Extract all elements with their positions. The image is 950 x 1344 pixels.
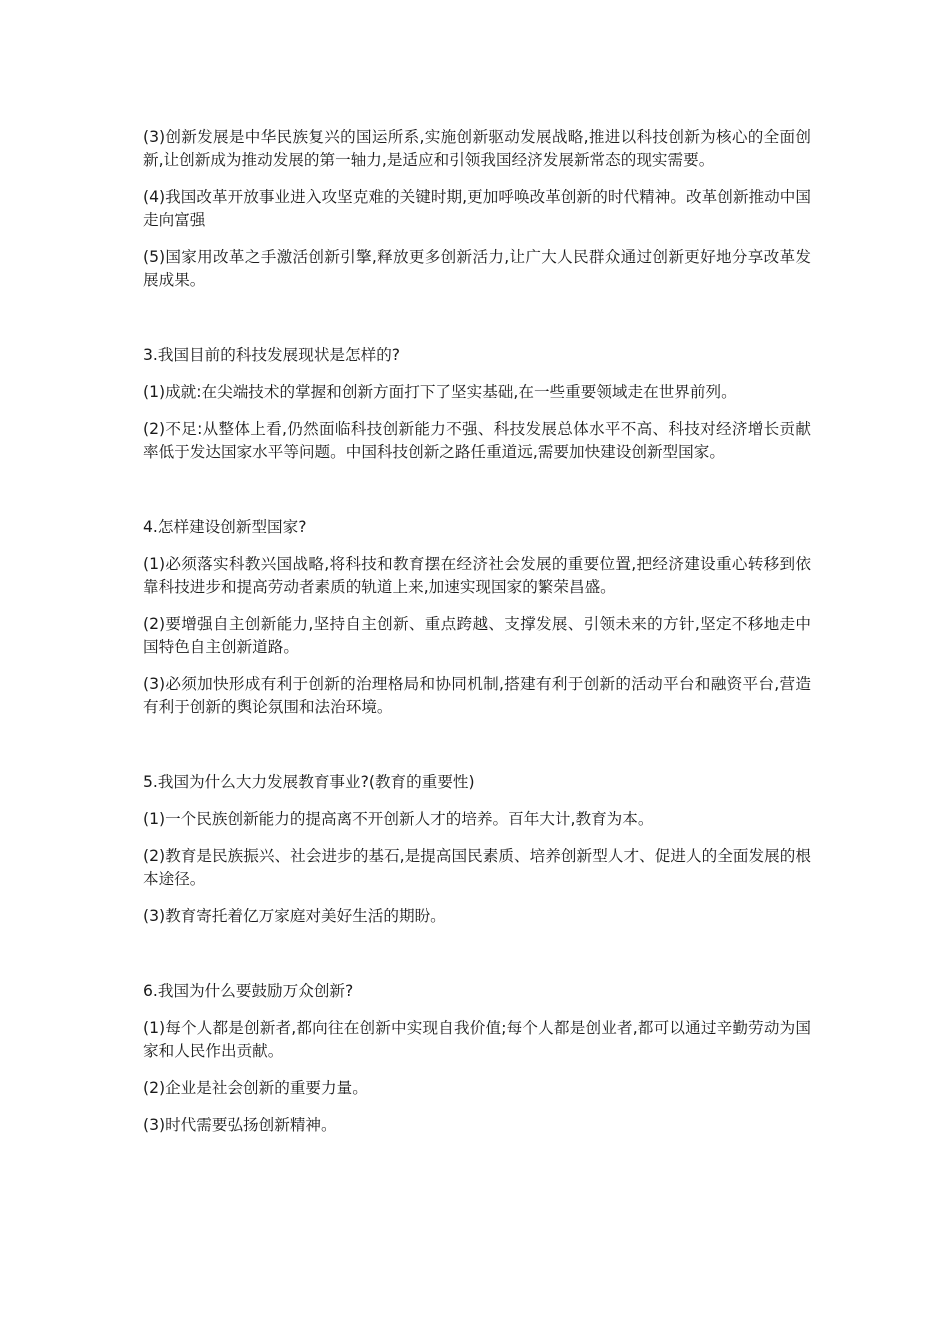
paragraph: (1)每个人都是创新者,都向往在创新中实现自我价值;每个人都是创业者,都可以通过辛勤劳动为国家和人民作出贡献。 bbox=[143, 1019, 811, 1060]
section-heading: 5.我国为什么大力发展教育事业?(教育的重要性) bbox=[143, 773, 475, 791]
document-page bbox=[143, 126, 811, 1137]
paragraph: (2)不足:从整体上看,仍然面临科技创新能力不强、科技发展总体水平不高、科技对经济增长贡献率低于发达国家水平等问题。中国科技创新之路任重道远,需要加快建设创新型国家。 bbox=[143, 420, 811, 461]
section-6 bbox=[143, 980, 811, 1137]
section-5 bbox=[143, 771, 811, 928]
paragraph: (3)教育寄托着亿万家庭对美好生活的期盼。 bbox=[143, 907, 446, 925]
section-intro bbox=[143, 126, 811, 292]
paragraph: (3)时代需要弘扬创新精神。 bbox=[143, 1116, 337, 1134]
paragraph: (4)我国改革开放事业进入攻坚克难的关键时期,更加呼唤改革创新的时代精神。改革创新推动中国走向富强 bbox=[143, 188, 811, 229]
paragraph: (3)必须加快形成有利于创新的治理格局和协同机制,搭建有利于创新的活动平台和融资平台,营造有利于创新的舆论氛围和法治环境。 bbox=[143, 675, 811, 716]
paragraph: (2)要增强自主创新能力,坚持自主创新、重点跨越、支撑发展、引领未来的方针,坚定不移地走中国特色自主创新道路。 bbox=[143, 615, 811, 656]
section-heading: 6.我国为什么要鼓励万众创新? bbox=[143, 982, 354, 1000]
paragraph: (1)成就:在尖端技术的掌握和创新方面打下了坚实基础,在一些重要领域走在世界前列。 bbox=[143, 383, 737, 401]
paragraph: (2)教育是民族振兴、社会进步的基石,是提高国民素质、培养创新型人才、促进人的全面发展的根本途径。 bbox=[143, 847, 811, 888]
section-4 bbox=[143, 516, 811, 719]
paragraph: (2)企业是社会创新的重要力量。 bbox=[143, 1079, 368, 1097]
paragraph: (5)国家用改革之手激活创新引擎,释放更多创新活力,让广大人民群众通过创新更好地分享改革发展成果。 bbox=[143, 248, 811, 289]
paragraph: (1)必须落实科教兴国战略,将科技和教育摆在经济社会发展的重要位置,把经济建设重心转移到依靠科技进步和提高劳动者素质的轨道上来,加速实现国家的繁荣昌盛。 bbox=[143, 555, 811, 596]
paragraph: (1)一个民族创新能力的提高离不开创新人才的培养。百年大计,教育为本。 bbox=[143, 810, 654, 828]
section-heading: 3.我国目前的科技发展现状是怎样的? bbox=[143, 346, 401, 364]
section-heading: 4.怎样建设创新型国家? bbox=[143, 518, 307, 536]
paragraph: (3)创新发展是中华民族复兴的国运所系,实施创新驱动发展战略,推进以科技创新为核心的全面创新,让创新成为推动发展的第一轴力,是适应和引领我国经济发展新常态的现实需要。 bbox=[143, 128, 811, 169]
section-3 bbox=[143, 344, 811, 464]
